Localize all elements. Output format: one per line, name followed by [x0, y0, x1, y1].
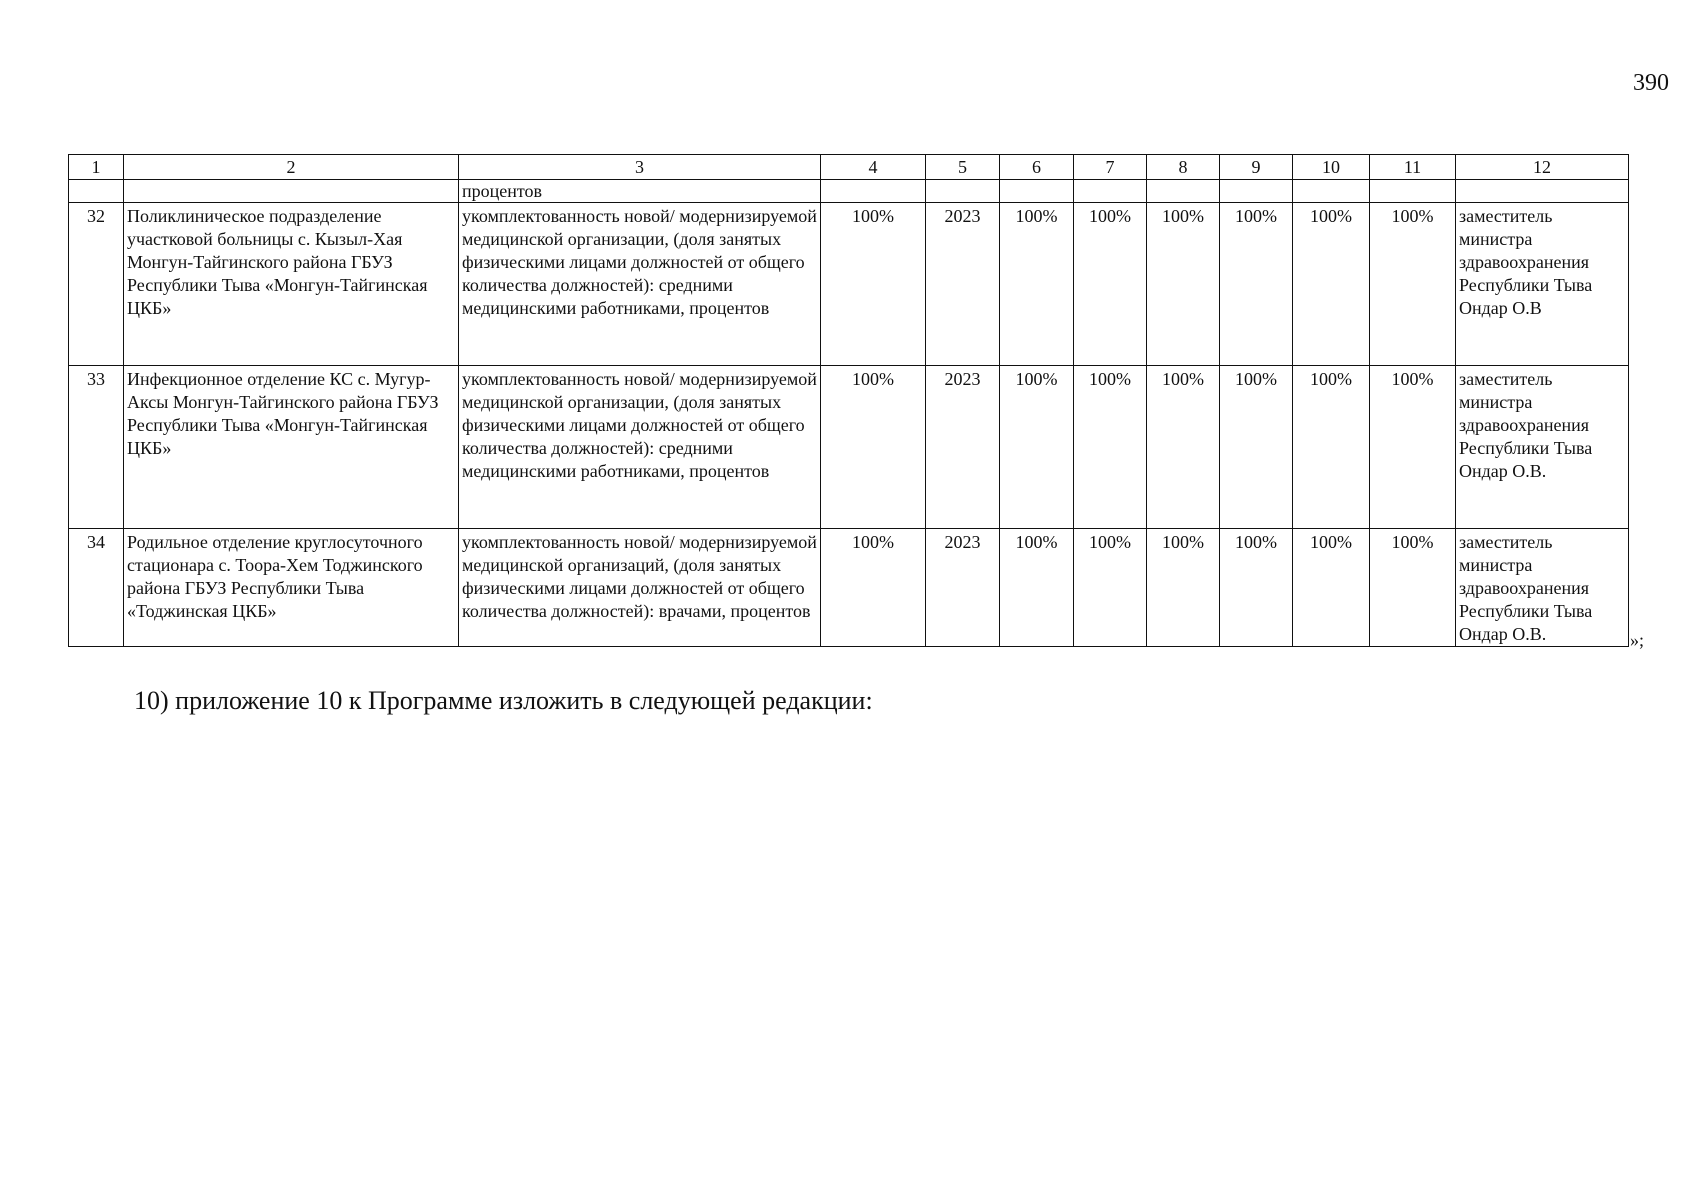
page-number: 390	[1633, 70, 1669, 96]
indicator-text: укомплектованность новой/ модернизируемой медицинской организаций, (доля занятых физическими лицами должностей от общего количества должностей): врачами, процентов	[459, 529, 821, 647]
column-header-4: 4	[821, 155, 926, 180]
closing-quote-mark: »;	[1630, 630, 1645, 650]
amendment-paragraph: 10) приложение 10 к Программе изложить в следующей редакции:	[134, 686, 873, 715]
continuation-cell-empty	[1456, 180, 1629, 203]
value-col-6: 100%	[1000, 366, 1074, 529]
value-col-11: 100%	[1370, 366, 1456, 529]
value-col-4: 100%	[821, 203, 926, 366]
value-col-11: 100%	[1370, 203, 1456, 366]
value-col-5: 2023	[926, 366, 1000, 529]
continuation-cell-empty	[1220, 180, 1293, 203]
responsible-person: заместитель министра здравоохранения Республики Тыва Ондар О.В.	[1456, 529, 1629, 647]
column-header-8: 8	[1147, 155, 1220, 180]
row-number: 34	[69, 529, 124, 647]
continuation-cell-empty	[1147, 180, 1220, 203]
column-header-6: 6	[1000, 155, 1074, 180]
column-header-3: 3	[459, 155, 821, 180]
value-col-9: 100%	[1220, 203, 1293, 366]
column-header-1: 1	[69, 155, 124, 180]
column-header-10: 10	[1293, 155, 1370, 180]
value-col-8: 100%	[1147, 529, 1220, 647]
value-col-6: 100%	[1000, 203, 1074, 366]
continuation-cell-empty	[1293, 180, 1370, 203]
value-col-9: 100%	[1220, 366, 1293, 529]
value-col-6: 100%	[1000, 529, 1074, 647]
value-col-4: 100%	[821, 529, 926, 647]
value-col-5: 2023	[926, 203, 1000, 366]
value-col-9: 100%	[1220, 529, 1293, 647]
value-col-8: 100%	[1147, 203, 1220, 366]
table-row	[69, 203, 1629, 366]
organization-name: Родильное отделение круглосуточного стационара с. Тоора-Хем Тоджинского района ГБУЗ Республики Тыва «Тоджинская ЦКБ»	[124, 529, 459, 647]
continuation-cell-empty	[1000, 180, 1074, 203]
value-col-7: 100%	[1074, 529, 1147, 647]
row-number: 32	[69, 203, 124, 366]
value-col-11: 100%	[1370, 529, 1456, 647]
value-col-10: 100%	[1293, 366, 1370, 529]
header-row	[69, 155, 1629, 180]
continuation-cell-empty	[124, 180, 459, 203]
continuation-text: процентов	[459, 180, 821, 203]
continuation-row	[69, 180, 1629, 203]
value-col-7: 100%	[1074, 366, 1147, 529]
value-col-5: 2023	[926, 529, 1000, 647]
organization-name: Поликлиническое подразделение участковой больницы с. Кызыл-Хая Монгун-Тайгинского района ГБУЗ Республики Тыва «Монгун-Тайгинская ЦКБ»	[124, 203, 459, 366]
column-header-5: 5	[926, 155, 1000, 180]
value-col-4: 100%	[821, 366, 926, 529]
program-table	[68, 154, 1629, 647]
value-col-8: 100%	[1147, 366, 1220, 529]
row-number: 33	[69, 366, 124, 529]
value-col-10: 100%	[1293, 529, 1370, 647]
indicator-text: укомплектованность новой/ модернизируемой медицинской организации, (доля занятых физическими лицами должностей от общего количества должностей): средними медицинскими работниками, процентов	[459, 203, 821, 366]
continuation-cell-empty	[1074, 180, 1147, 203]
column-header-12: 12	[1456, 155, 1629, 180]
column-header-11: 11	[1370, 155, 1456, 180]
column-header-2: 2	[124, 155, 459, 180]
responsible-person: заместитель министра здравоохранения Республики Тыва Ондар О.В.	[1456, 366, 1629, 529]
responsible-person: заместитель министра здравоохранения Республики Тыва Ондар О.В	[1456, 203, 1629, 366]
indicator-text: укомплектованность новой/ модернизируемой медицинской организации, (доля занятых физическими лицами должностей от общего количества должностей): средними медицинскими работниками, процентов	[459, 366, 821, 529]
column-header-7: 7	[1074, 155, 1147, 180]
continuation-cell-empty	[69, 180, 124, 203]
value-col-10: 100%	[1293, 203, 1370, 366]
table-row	[69, 529, 1629, 647]
table-row	[69, 366, 1629, 529]
continuation-cell-empty	[821, 180, 926, 203]
column-header-9: 9	[1220, 155, 1293, 180]
value-col-7: 100%	[1074, 203, 1147, 366]
organization-name: Инфекционное отделение КС с. Мугур-Аксы Монгун-Тайгинского района ГБУЗ Республики Тыва «Монгун-Тайгинская ЦКБ»	[124, 366, 459, 529]
continuation-cell-empty	[926, 180, 1000, 203]
program-table-container	[68, 154, 1628, 647]
continuation-cell-empty	[1370, 180, 1456, 203]
